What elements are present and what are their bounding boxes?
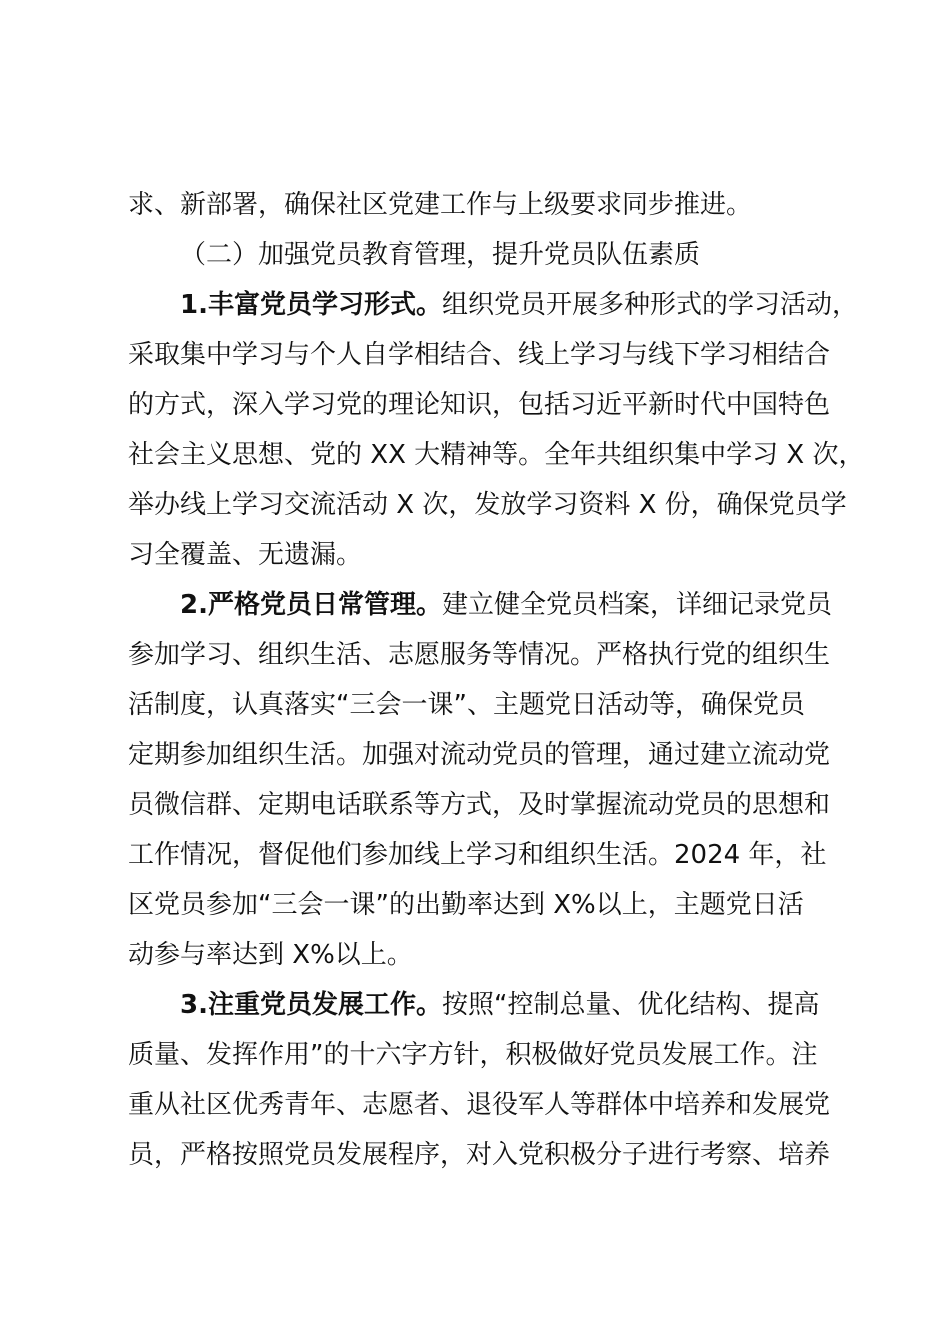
item-2-line: 员微信群、定期电话联系等方式，及时掌握流动党员的思想和 [128, 790, 831, 820]
item-2-first-line [180, 580, 832, 630]
item-3-text: 按照“控制总量、优化结构、提高 [441, 990, 820, 1020]
item-3-line: 质量、发挥作用”的十六字方针，积极做好党员发展工作。注 [128, 1040, 818, 1070]
item-1-line: 习全覆盖、无遗漏。 [128, 540, 363, 570]
section-heading: （二）加强党员教育管理，提升党员队伍素质 [180, 240, 701, 270]
item-2-text: 建立健全党员档案，详细记录党员 [441, 590, 832, 620]
item-1-line: 采取集中学习与个人自学相结合、线上学习与线下学习相结合 [128, 340, 831, 370]
item-2-title: 2.严格党员日常管理。 [180, 590, 442, 620]
item-2-line: 活制度，认真落实“三会一课”、主题党日活动等，确保党员 [128, 690, 805, 720]
item-1-first-line [180, 280, 858, 330]
item-3-line: 员，严格按照党员发展程序，对入党积极分子进行考察、培养 [128, 1140, 831, 1170]
item-2-line: 动参与率达到 X%以上。 [128, 940, 413, 970]
item-3-first-line [180, 980, 819, 1030]
paragraph-continuation: 求、新部署，确保社区党建工作与上级要求同步推进。 [128, 190, 753, 220]
item-2-line: 工作情况，督促他们参加线上学习和组织生活。2024 年，社 [128, 840, 827, 870]
item-1-title: 1.丰富党员学习形式。 [180, 290, 442, 320]
item-2-line: 参加学习、组织生活、志愿服务等情况。严格执行党的组织生 [128, 640, 831, 670]
item-3-line: 重从社区优秀青年、志愿者、退役军人等群体中培养和发展党 [128, 1090, 831, 1120]
item-1-text: 组织党员开展多种形式的学习活动， [441, 290, 858, 320]
item-2-line: 定期参加组织生活。加强对流动党员的管理，通过建立流动党 [128, 740, 831, 770]
item-1-line: 举办线上学习交流活动 X 次，发放学习资料 X 份，确保党员学 [128, 490, 847, 520]
item-1-line: 社会主义思想、党的 XX 大精神等。全年共组织集中学习 X 次， [128, 440, 865, 470]
item-1-line: 的方式，深入学习党的理论知识，包括习近平新时代中国特色 [128, 390, 831, 420]
item-2-line: 区党员参加“三会一课”的出勤率达到 X%以上，主题党日活 [128, 890, 804, 920]
item-3-title: 3.注重党员发展工作。 [180, 990, 442, 1020]
